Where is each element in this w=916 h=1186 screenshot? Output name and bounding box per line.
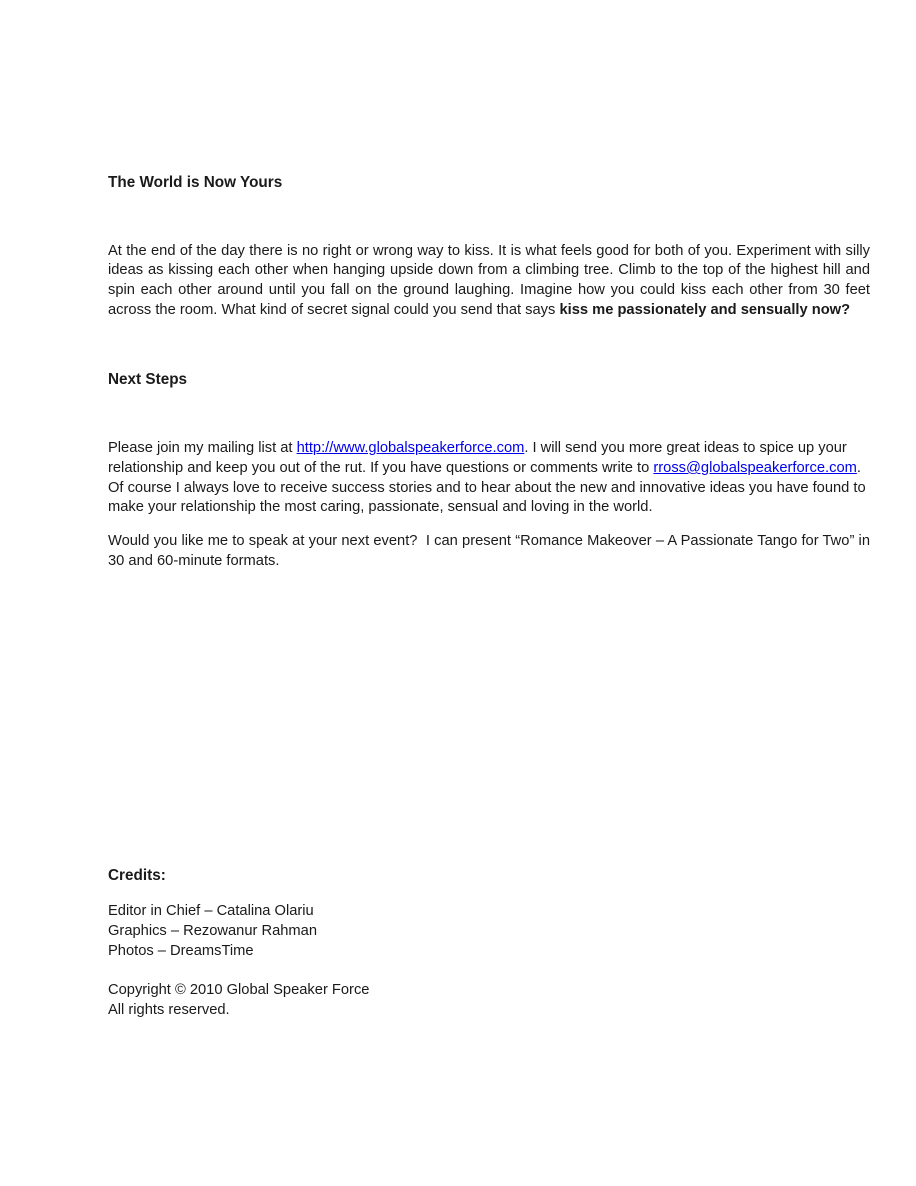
- mailing-text-run-1: Please join my mailing list at: [108, 440, 297, 457]
- section-heading-world-is-yours: The World is Now Yours: [108, 174, 283, 191]
- kiss-me-bold-text: kiss me passionately and sensually now?: [559, 301, 851, 318]
- credits-list: [108, 902, 870, 961]
- paragraph-kissing: [108, 242, 870, 321]
- section-heading-next-steps: Next Steps: [108, 370, 188, 388]
- mailing-text-run-3: . Of course I always love to receive success stories and to hear about the new and innovative ideas you have found to make your relationship the most caring, passionate, sensual and loving in the world.: [108, 459, 866, 516]
- credits-heading: Credits:: [108, 867, 166, 885]
- website-link[interactable]: http://www.globalspeakerforce.com: [296, 440, 525, 457]
- copyright-line: Copyright © 2010 Global Speaker Force: [108, 982, 370, 999]
- credit-photos-line: Photos – DreamsTime: [108, 942, 254, 959]
- rights-reserved-line: All rights reserved.: [108, 1001, 230, 1018]
- paragraph-mailing-list: [108, 439, 870, 518]
- credit-graphics-line: Graphics – Rezowanur Rahman: [108, 922, 317, 939]
- email-link[interactable]: rross@globalspeakerforce.com: [653, 459, 857, 476]
- credit-editor-line: Editor in Chief – Catalina Olariu: [108, 903, 314, 920]
- kissing-text-run: At the end of the day there is no right or wrong way to kiss. It is what feels good for both of you. Experiment with silly ideas as kissing each other when hanging upside down from a climbing tree. Climb to the top of the highest hill and spin each other around until you fall on the ground laughing. Imagine how you could kiss each other from 30 feet across the room. What kind of secret signal could you send that says: [108, 242, 870, 318]
- mailing-text-run-2: . I will send you more great ideas to spice up your relationship and keep you out of the rut. If you have questions or comments write to: [108, 440, 847, 476]
- copyright-block: [108, 981, 870, 1020]
- paragraph-speaking-offer: [108, 532, 870, 571]
- speaking-text-run: Would you like me to speak at your next event? I can present “Romance Makeover – A Passionate Tango for Two” in 30 and 60-minute formats.: [108, 533, 870, 569]
